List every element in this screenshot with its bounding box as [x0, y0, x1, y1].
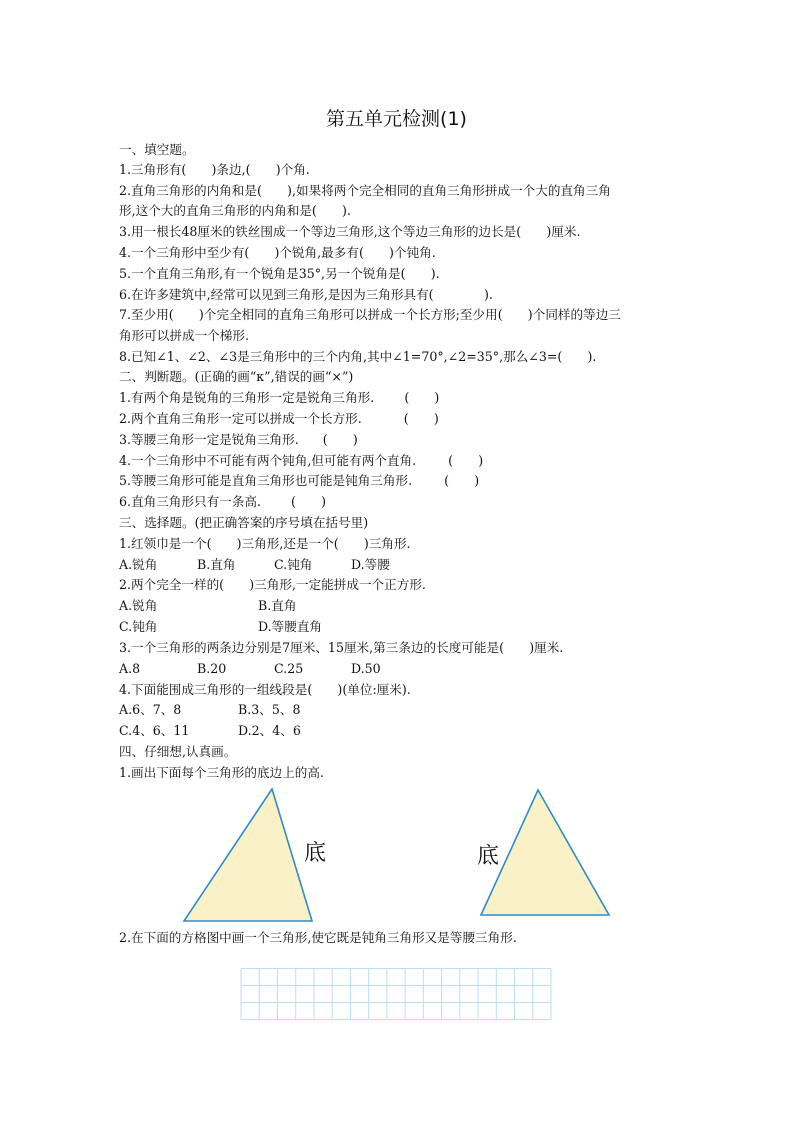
- draw-q2: 2.在下面的方格图中画一个三角形,使它既是钝角三角形又是等腰三角形.: [119, 930, 517, 945]
- choice-q4-option-c: C.4、6、11: [119, 723, 190, 738]
- section-heading-choice: 三、选择题。(把正确答案的序号填在括号里): [119, 515, 369, 530]
- judge-q2-answer[interactable]: ( ): [403, 411, 439, 426]
- choice-q4-option-d: D.2、4、6: [238, 723, 301, 738]
- choice-q1-option-a: A.锐角: [119, 557, 158, 572]
- judge-q6-text: 6.直角三角形只有一条高.: [119, 494, 261, 509]
- section-heading-fill: 一、填空题。: [119, 142, 195, 157]
- judge-q2: [119, 411, 439, 427]
- choice-q3-option-b: B.20: [197, 661, 227, 676]
- judge-q6-answer[interactable]: ( ): [290, 494, 326, 509]
- judge-q4: [119, 453, 483, 469]
- judge-q1-text: 1.有两个角是锐角的三角形一定是锐角三角形.: [119, 390, 375, 405]
- judge-q3-text: 3.等腰三角形一定是锐角三角形.: [119, 432, 299, 447]
- choice-q2-option-b: B.直角: [258, 598, 297, 613]
- choice-q2-option-c: C.钝角: [119, 619, 158, 634]
- page-title: 第五单元检测(1): [326, 108, 467, 130]
- judge-q1-answer[interactable]: ( ): [404, 390, 440, 405]
- judge-q5-text: 5.等腰三角形可能是直角三角形也可能是钝角三角形.: [119, 473, 413, 488]
- choice-q4: 4.下面能围成三角形的一组线段是( )(单位:厘米).: [119, 682, 411, 697]
- choice-q2: 2.两个完全一样的( )三角形,一定能拼成一个正方形.: [119, 577, 426, 592]
- judge-q1: [119, 390, 439, 406]
- fill-q3: 3.用一根长48厘米的铁丝围成一个等边三角形,这个等边三角形的边长是( )厘米.: [119, 224, 581, 239]
- base-label-1: 底: [304, 841, 327, 866]
- choice-q1-option-c: C.钝角: [274, 557, 313, 572]
- fill-q7-cont: 角形可以拼成一个梯形.: [119, 328, 249, 343]
- fill-q6: 6.在许多建筑中,经常可以见到三角形,是因为三角形具有( ).: [119, 287, 493, 302]
- judge-q4-text: 4.一个三角形中不可能有两个钝角,但可能有两个直角.: [119, 453, 417, 468]
- fill-q2-cont: 形,这个大的直角三角形的内角和是( ).: [119, 203, 351, 218]
- section-heading-draw: 四、仔细想,认真画。: [119, 744, 237, 759]
- judge-q6: [119, 494, 326, 510]
- fill-q4: 4.一个三角形中至少有( )个锐角,最多有( )个钝角.: [119, 245, 436, 260]
- choice-q4-option-b: B.3、5、8: [238, 702, 301, 717]
- judge-q3-answer[interactable]: ( ): [322, 432, 358, 447]
- base-label-2: 底: [477, 844, 500, 869]
- choice-q4-option-a: A.6、7、8: [119, 702, 182, 717]
- judge-q5-answer[interactable]: ( ): [444, 473, 480, 488]
- choice-q2-option-d: D.等腰直角: [258, 619, 323, 634]
- choice-q3-option-c: C.25: [274, 661, 304, 676]
- choice-q2-option-a: A.锐角: [119, 598, 158, 613]
- draw-q1: 1.画出下面每个三角形的底边上的高.: [119, 765, 324, 780]
- choice-q3-option-a: A.8: [119, 661, 141, 676]
- fill-q8: 8.已知∠1、∠2、∠3是三角形中的三个内角,其中∠1=70°,∠2=35°,那么∠3=( ).: [119, 349, 597, 364]
- choice-q3: 3.一个三角形的两条边分别是7厘米、15厘米,第三条边的长度可能是( )厘米.: [119, 640, 564, 655]
- section-heading-judge: 二、判断题。(正确的画“κ”,错误的画“×”): [119, 369, 354, 384]
- triangle-1[interactable]: [180, 786, 320, 926]
- fill-q5: 5.一个直角三角形,有一个锐角是35°,另一个锐角是( ).: [119, 266, 440, 281]
- fill-q7: 7.至少用( )个完全相同的直角三角形可以拼成一个长方形;至少用( )个同样的等边三: [119, 307, 621, 322]
- fill-q2: 2.直角三角形的内角和是( ),如果将两个完全相同的直角三角形拼成一个大的直角三角: [119, 183, 611, 198]
- fill-q1: 1.三角形有( )条边,( )个角.: [119, 162, 310, 177]
- judge-q2-text: 2.两个直角三角形一定可以拼成一个长方形.: [119, 411, 362, 426]
- choice-q3-option-d: D.50: [351, 661, 381, 676]
- judge-q3: [119, 432, 358, 448]
- choice-q1-option-d: D.等腰: [351, 557, 390, 572]
- judge-q5: [119, 473, 479, 489]
- square-grid[interactable]: [240, 968, 555, 1020]
- triangle-2-shape[interactable]: [481, 790, 609, 915]
- choice-q1-option-b: B.直角: [197, 557, 236, 572]
- triangle-1-shape[interactable]: [184, 789, 312, 921]
- judge-q4-answer[interactable]: ( ): [448, 453, 484, 468]
- choice-q1: 1.红领巾是一个( )三角形,还是一个( )三角形.: [119, 536, 411, 551]
